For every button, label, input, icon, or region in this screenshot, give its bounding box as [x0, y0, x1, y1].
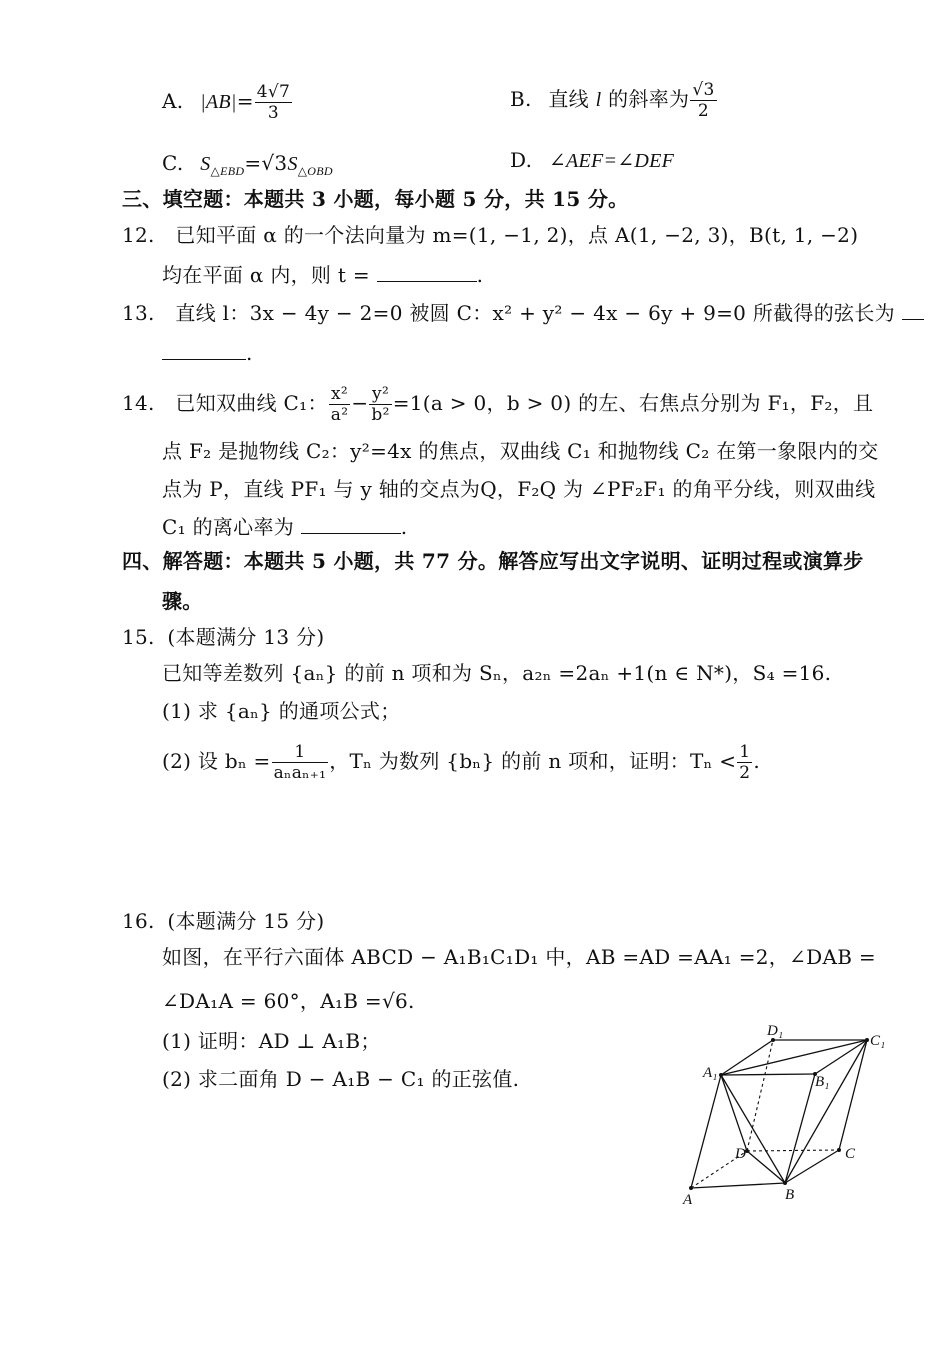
edge-d-d1-hidden	[747, 1040, 773, 1151]
point-b	[783, 1181, 787, 1185]
q16-part1: (1) 证明：AD ⊥ A₁B；	[162, 1029, 381, 1053]
q14-line4	[162, 514, 407, 540]
point-c1	[865, 1038, 869, 1042]
q15-frac-b	[272, 742, 329, 783]
edge-c-c1	[839, 1040, 867, 1150]
q16-score: (本题满分 15 分)	[167, 909, 325, 933]
q13-period: .	[246, 341, 253, 365]
q12-line1	[122, 222, 858, 248]
q12-number: 12.	[122, 223, 155, 247]
q15-number: 15.	[122, 625, 155, 649]
segment-a1-b	[721, 1075, 785, 1183]
q14-text4: C₁ 的离心率为	[162, 515, 295, 539]
option-b-text2: 的斜率为	[608, 87, 690, 111]
edge-a1-d1	[721, 1040, 773, 1075]
q16-line2: ∠DA₁A = 60°，A₁B =√6.	[162, 989, 415, 1013]
q13-answer-blank[interactable]	[162, 341, 246, 360]
q15-frac-half-den: 2	[739, 763, 751, 783]
point-c	[837, 1148, 841, 1152]
segment-d-b	[747, 1151, 785, 1183]
option-a	[162, 82, 293, 123]
label-d: D	[735, 1146, 746, 1162]
option-c-eq: =√3	[244, 151, 288, 175]
label-c1: C₁	[870, 1033, 886, 1049]
option-b-fraction	[690, 80, 716, 121]
q14-text1b: =1(a > 0，b > 0) 的左、右焦点分别为 F₁，F₂，且	[392, 391, 874, 415]
label-a1: A₁	[703, 1065, 718, 1081]
q15-frac-half-num: 1	[739, 742, 751, 762]
q15-part2-end: .	[753, 749, 761, 773]
q14-text1a: 已知双曲线 C₁：	[175, 391, 328, 415]
label-a: A	[683, 1192, 693, 1208]
q16-part2: (2) 求二面角 D − A₁B − C₁ 的正弦值.	[162, 1067, 520, 1091]
q12-answer-blank[interactable]	[377, 263, 477, 282]
q16-header	[122, 908, 324, 934]
option-c-label: C.	[162, 151, 184, 175]
q13-line2	[162, 340, 253, 366]
q16-line1: 如图，在平行六面体 ABCD − A₁B₁C₁D₁ 中，AB =AD =AA₁ =2，∠DAB =	[162, 945, 876, 969]
q14-line2: 点 F₂ 是抛物线 C₂：y²=4x 的焦点，双曲线 C₁ 和抛物线 C₂ 在第一象限内的交	[162, 439, 879, 463]
q14-minus: −	[351, 391, 369, 415]
label-c: C	[845, 1146, 856, 1162]
q14-answer-blank[interactable]	[301, 515, 401, 534]
q12-line2	[162, 262, 483, 288]
q15-part1: (1) 求 {aₙ} 的通项公式；	[162, 699, 401, 723]
option-c-sub2: △OBD	[297, 164, 333, 178]
option-b-den: 2	[690, 100, 716, 121]
option-d	[510, 147, 674, 174]
option-a-den: 3	[255, 102, 292, 123]
q13-answer-blank-start[interactable]	[902, 301, 924, 320]
option-b-num: √3	[692, 80, 715, 100]
edge-a-b	[691, 1183, 785, 1188]
q14-frac-y-num: y²	[372, 384, 390, 404]
option-a-num: 4√7	[256, 82, 291, 102]
option-c-sub1: △EBD	[210, 164, 245, 178]
point-a	[689, 1186, 693, 1190]
label-d1: D₁	[767, 1023, 784, 1039]
section4-line1: 四、解答题：本题共 5 小题，共 77 分。解答应写出文字说明、证明过程或演算步	[122, 549, 864, 573]
q15-part2-text1: (2) 设 bₙ =	[162, 749, 271, 773]
q15-header	[122, 624, 324, 650]
section3-title: 三、填空题：本题共 3 小题，每小题 5 分，共 15 分。	[122, 187, 629, 211]
option-d-label: D.	[510, 148, 533, 172]
q14-line1	[122, 384, 873, 425]
edge-a1-b1	[721, 1074, 815, 1075]
parallelepiped-figure	[675, 1020, 905, 1210]
q15-part2-text2: ，Tₙ 为数列 {bₙ} 的前 n 项和，证明：Tₙ <	[329, 749, 737, 773]
q14-number: 14.	[122, 391, 155, 415]
option-a-eq: =	[236, 89, 254, 113]
q13-line1	[122, 300, 924, 326]
q13-number: 13.	[122, 301, 155, 325]
q16-number: 16.	[122, 909, 155, 933]
option-b	[510, 80, 718, 121]
q15-line1: 已知等差数列 {aₙ} 的前 n 项和为 Sₙ，a₂ₙ =2aₙ +1(n ∈ N*)，S₄ =16.	[162, 661, 832, 685]
option-c	[162, 150, 333, 177]
q14-frac-x-den: a²	[330, 405, 349, 425]
q14-line3: 点为 P，直线 PF₁ 与 y 轴的交点为Q，F₂Q 为 ∠PF₂F₁ 的角平分线，则双曲线	[162, 477, 876, 501]
option-a-fraction	[255, 82, 292, 123]
q15-frac-half	[737, 742, 752, 783]
point-a1	[719, 1073, 723, 1077]
q12-text1: 已知平面 α 的一个法向量为 m=(1, −1, 2)，点 A(1, −2, 3)，B(t, 1, −2)	[175, 223, 859, 247]
option-b-label: B.	[510, 87, 532, 111]
q14-frac-x	[329, 384, 351, 425]
option-c-s1: S	[200, 153, 211, 175]
q15-frac-b-den: aₙaₙ₊₁	[273, 763, 327, 783]
q12-text2: 均在平面 α 内，则 t =	[162, 263, 370, 287]
edge-d-c-hidden	[747, 1150, 839, 1151]
q13-text1: 直线 l：3x − 4y − 2=0 被圆 C：x² + y² − 4x − 6y + 9=0 所截得的弦长为	[175, 301, 895, 325]
label-b1: B₁	[815, 1074, 830, 1090]
q15-score: (本题满分 13 分)	[167, 625, 325, 649]
q12-period: .	[476, 263, 484, 287]
option-a-label: A.	[162, 89, 184, 113]
q14-frac-y-den: b²	[371, 405, 390, 425]
segment-a1-c1	[721, 1040, 867, 1075]
edge-b-b1	[785, 1074, 815, 1183]
section4-line2: 骤。	[162, 589, 203, 613]
q15-frac-b-num: 1	[294, 742, 306, 762]
option-b-var: l	[595, 89, 602, 111]
label-b: B	[785, 1187, 795, 1203]
q14-frac-x-num: x²	[331, 384, 349, 404]
q15-part2	[162, 742, 760, 783]
option-c-s2: S	[287, 153, 298, 175]
option-d-text: ∠AEF=∠DEF	[548, 150, 675, 172]
q14-period: .	[400, 515, 408, 539]
option-b-text: 直线	[548, 87, 589, 111]
option-a-lhs: |AB|	[200, 91, 237, 113]
q14-frac-y	[369, 384, 391, 425]
